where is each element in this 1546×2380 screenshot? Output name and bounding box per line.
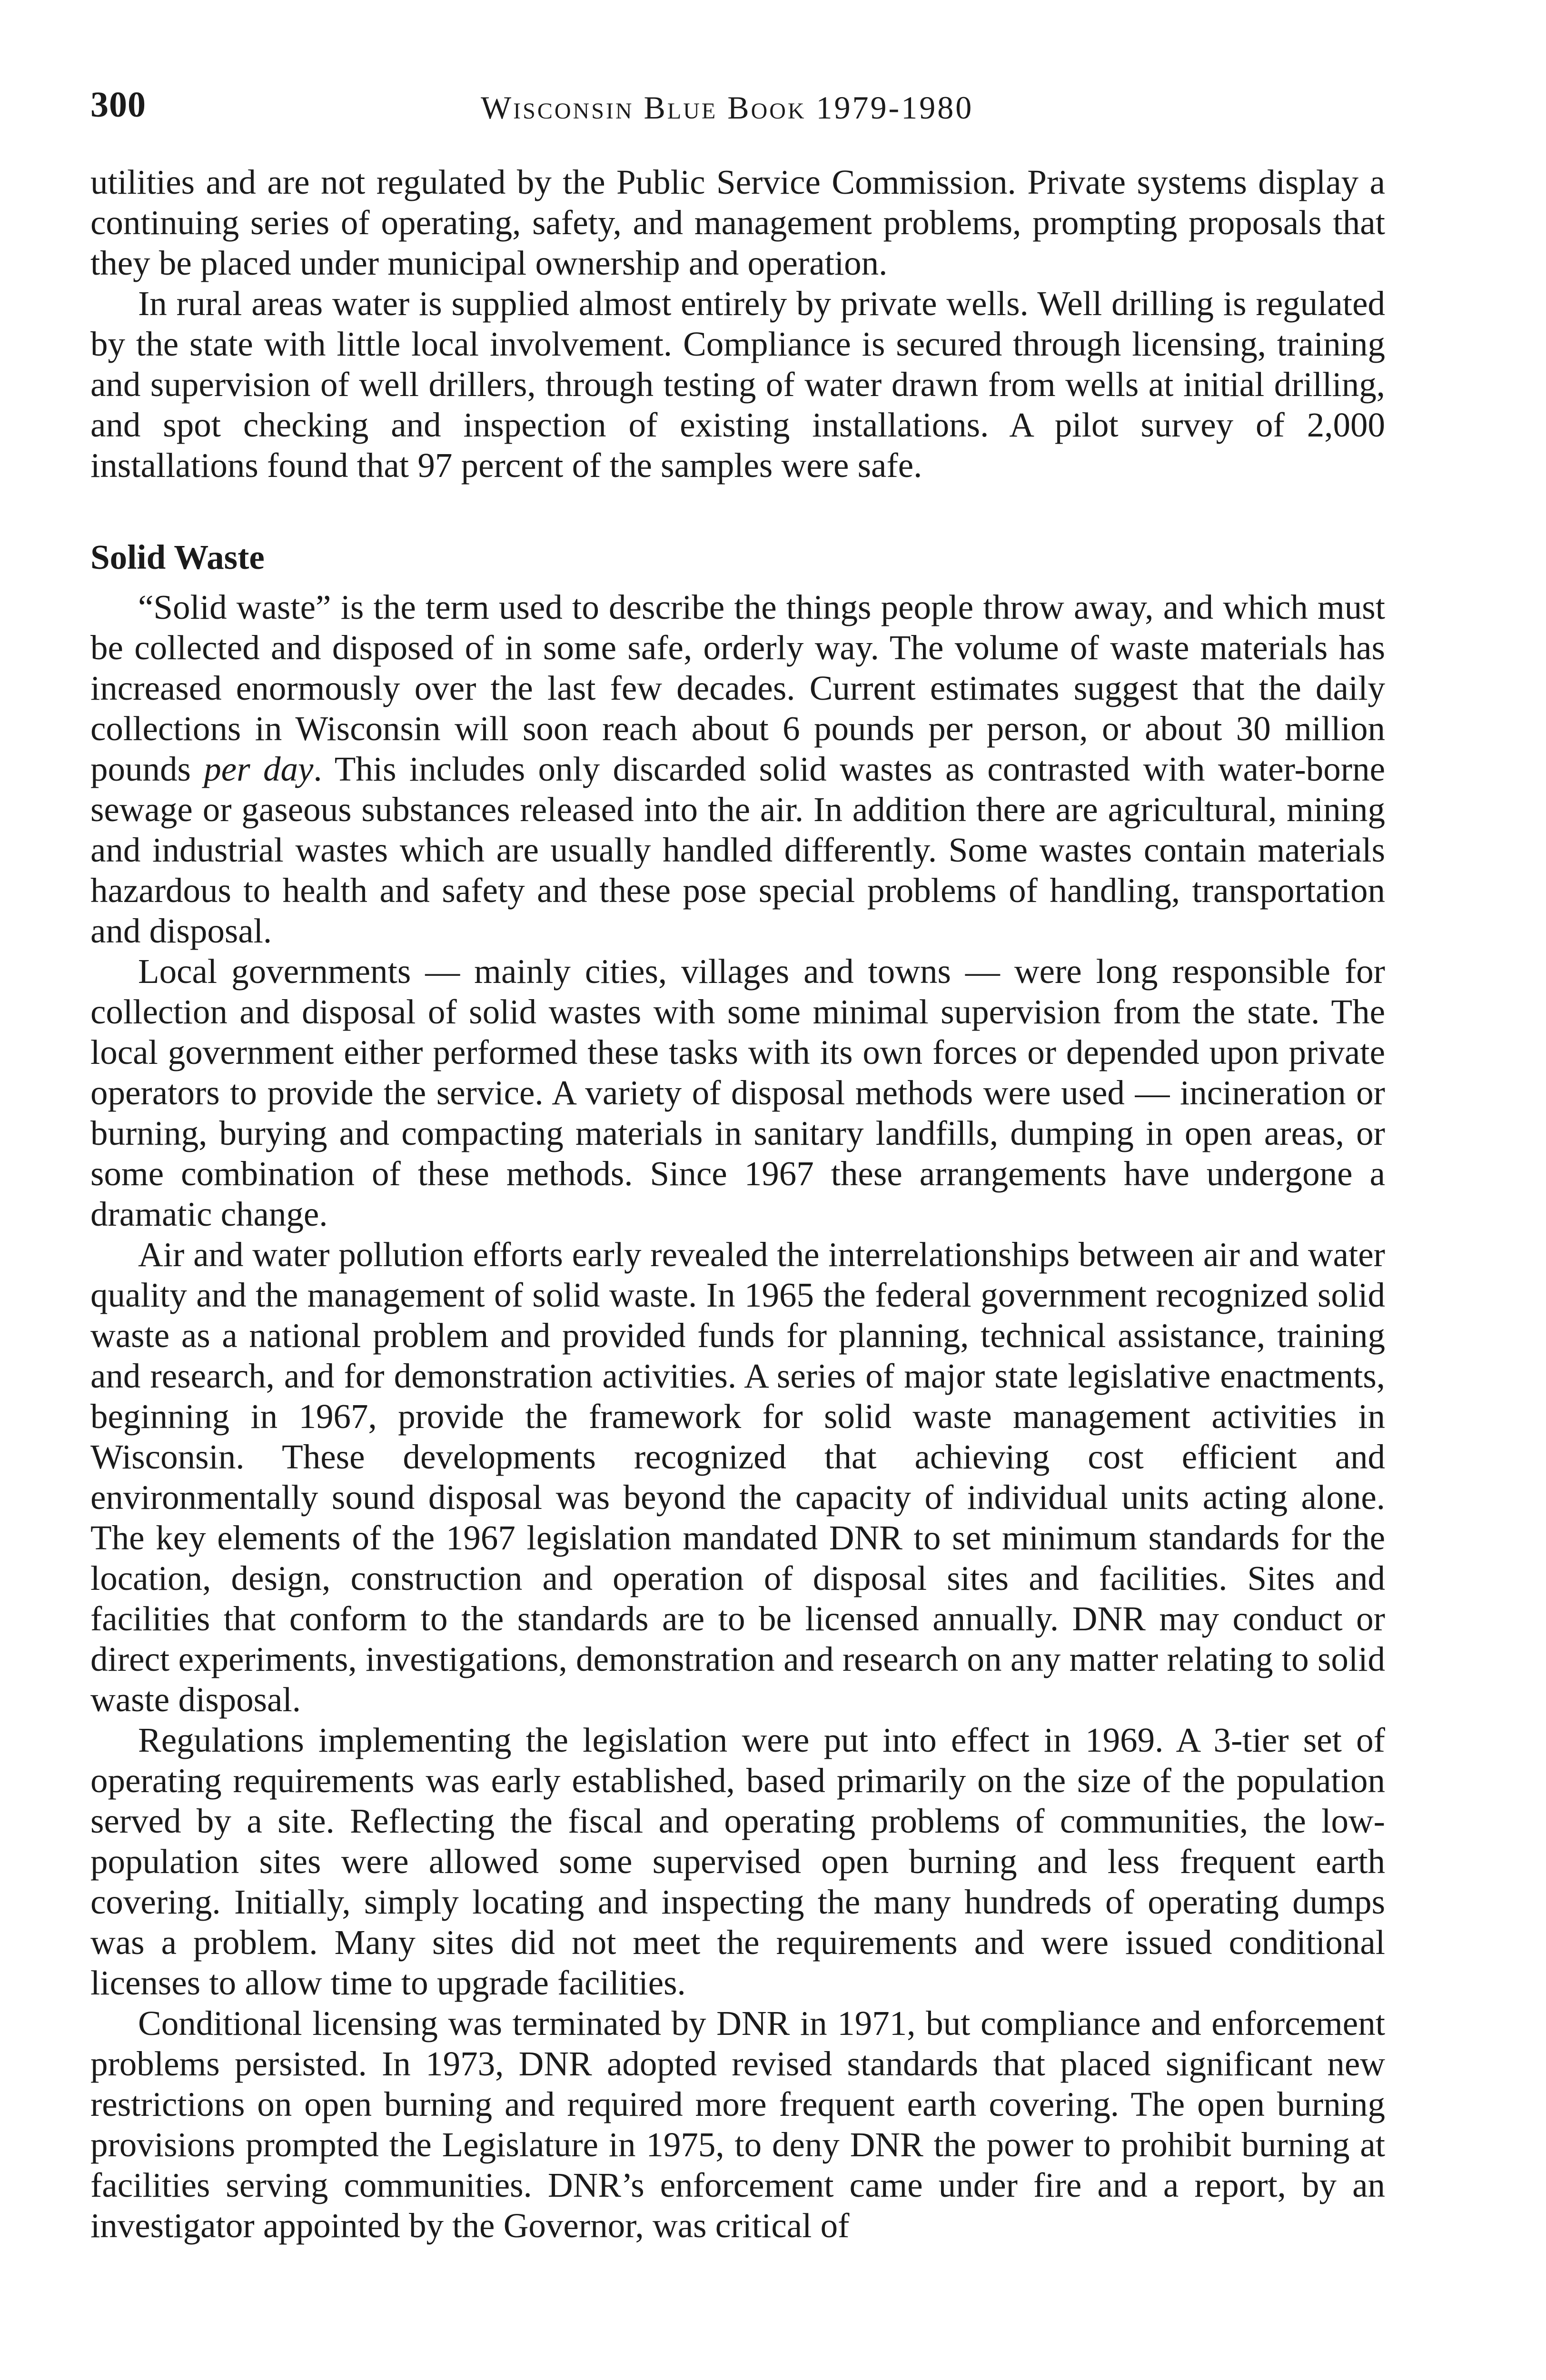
paragraph-text: . This includes only discarded solid wastes as contrasted with water-borne sewage or gaseous substances released into the air. In addition there are agricultural, mining and industrial wastes which are usually handled differently. Some wastes contain materials hazardous to health and safety and these pose special problems of handling, transportation and disposal. <box>90 750 1385 950</box>
paragraph-local-governments: Local governments — mainly cities, villages and towns — were long responsible for collection and disposal of solid wastes with some minimal supervision from the state. The local government either performed these tasks with its own forces or depended upon private operators to provide the service. A variety of disposal methods were used — incineration or burning, burying and compacting materials in sanitary landfills, dumping in open areas, or some combination of these methods. Since 1967 these arrangements have undergone a dramatic change. <box>90 952 1385 1233</box>
body-text <box>90 162 1385 2246</box>
paragraph-rural-wells: In rural areas water is supplied almost entirely by private wells. Well drilling is regulated by the state with little local involvement. Compliance is secured through licensing, training and supervision of well drillers, through testing of water drawn from wells at initial drilling, and spot checking and inspection of existing installations. A pilot survey of 2,000 installations found that 97 percent of the samples were safe. <box>90 284 1385 485</box>
paragraph-continued: utilities and are not regulated by the Public Service Commission. Private systems display a continuing series of operating, safety, and management problems, prompting proposals that they be placed under municipal ownership and operation. <box>90 163 1385 282</box>
running-head <box>90 81 1385 133</box>
paragraph-conditional-licensing: Conditional licensing was terminated by DNR in 1971, but compliance and enforcement problems persisted. In 1973, DNR adopted revised standards that placed significant new restrictions on open burning and required more frequent earth covering. The open burning provisions prompted the Legislature in 1975, to deny DNR the power to prohibit burning at facilities serving communities. DNR’s enforcement came under fire and a report, by an investigator appointed by the Governor, was critical of <box>90 2004 1385 2245</box>
paragraph-pollution-efforts: Air and water pollution efforts early revealed the interrelationships between air and water quality and the management of solid waste. In 1965 the federal government recognized solid waste as a national problem and provided funds for planning, technical assistance, training and research, and for demonstration activities. A series of major state legislative enactments, beginning in 1967, provide the framework for solid waste management activities in Wisconsin. These developments recognized that achieving cost efficient and environmentally sound disposal was beyond the capacity of individual units acting alone. The key elements of the 1967 legislation mandated DNR to set minimum standards for the location, design, construction and operation of disposal sites and facilities. Sites and facilities that conform to the standards are to be licensed annually. DNR may conduct or direct experiments, investigations, demonstration and research on any matter relating to solid waste disposal. <box>90 1235 1385 1719</box>
paragraph-solid-waste-definition <box>90 587 1385 951</box>
running-title: Wisconsin Blue Book 1979-1980 <box>481 89 974 126</box>
paragraph-text: “Solid waste” is the term used to describe the things people throw away, and which must be collected and disposed of in some safe, orderly way. The volume of waste materials has increased enormously over the last few decades. Current estimates suggest that the daily collections in Wisconsin will soon reach about 6 pounds per person, or about 30 million pounds <box>90 588 1385 788</box>
section-heading-solid-waste: Solid Waste <box>90 538 265 576</box>
page-number: 300 <box>90 85 146 125</box>
paragraph-regulations-1969: Regulations implementing the legislation were put into effect in 1969. A 3-tier set of operating requirements was early established, based primarily on the size of the population served by a site. Reflecting the fiscal and operating problems of communities, the low-population sites were allowed some supervised open burning and less frequent earth covering. Initially, simply locating and inspecting the many hundreds of operating dumps was a problem. Many sites did not meet the requirements and were issued conditional licenses to allow time to upgrade facilities. <box>90 1721 1385 2002</box>
emphasis-per-day: per day <box>204 750 314 788</box>
